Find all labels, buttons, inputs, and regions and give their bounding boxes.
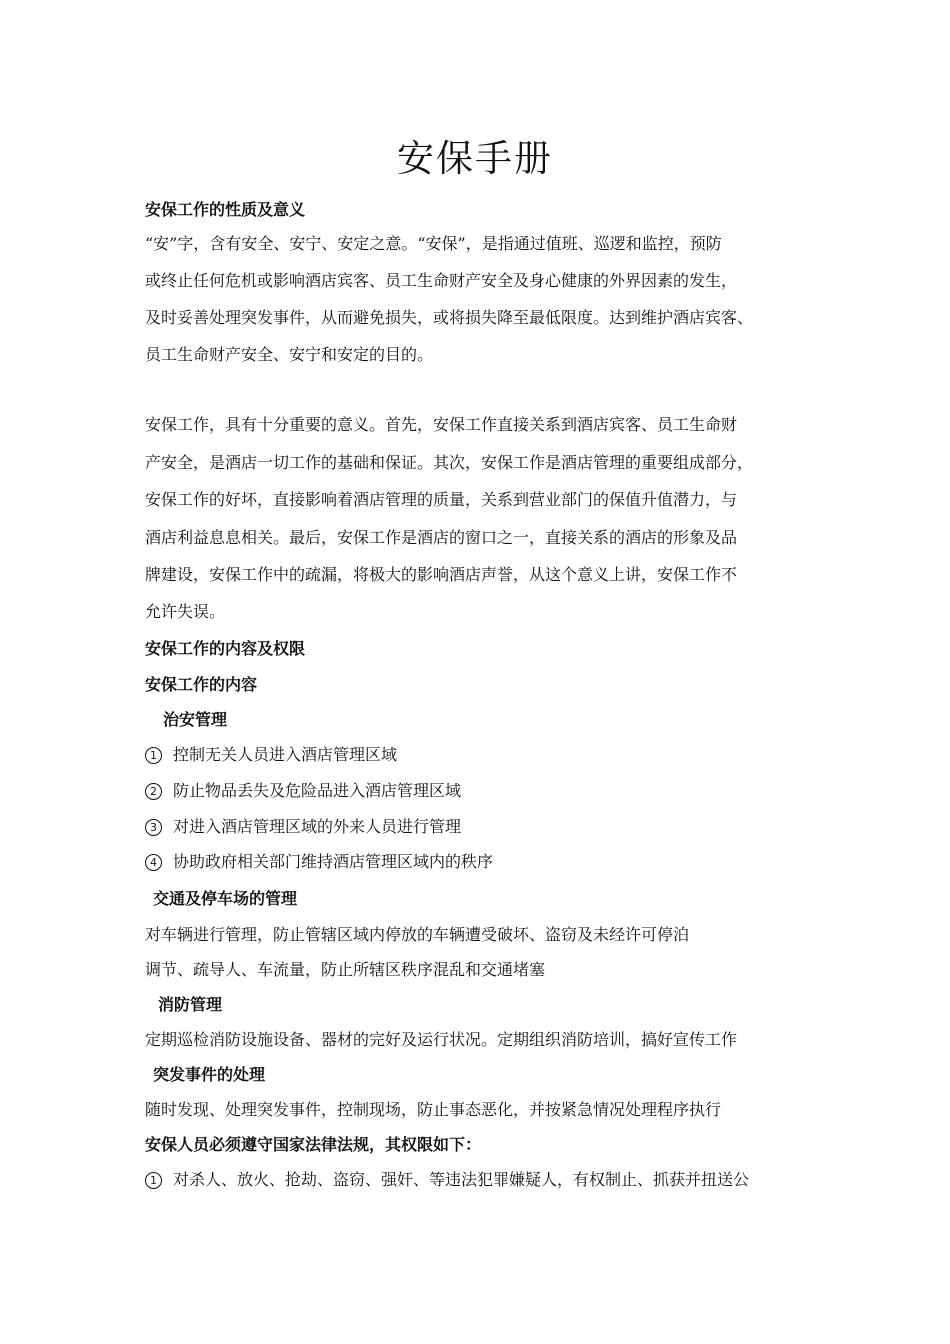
list-item-text: 防止物品丢失及危险品进入酒店管理区域 [173, 781, 462, 800]
list-item [145, 744, 845, 766]
paragraph-line: 允许失误。 [145, 602, 226, 621]
list-item-text: 对进入酒店管理区域的外来人员进行管理 [173, 817, 462, 836]
list-item [145, 816, 845, 838]
paragraph-line: 对车辆进行管理，防止管辖区域内停放的车辆遭受破坏、盗窃及未经许可停泊 [145, 925, 690, 944]
paragraph-line: “安”字，含有安全、安宁、安定之意。“安保”，是指通过值班、巡逻和监控，预防 [145, 234, 722, 253]
traffic-heading: 交通及停车场的管理 [153, 889, 298, 908]
paragraph-line: 产安全，是酒店一切工作的基础和保证。其次，安保工作是酒店管理的重要组成部分， [145, 453, 754, 472]
list-item-text: 对杀人、放火、抢劫、盗窃、强奸、等违法犯罪嫌疑人，有权制止、抓获并扭送公 [173, 1170, 750, 1189]
list-item [145, 851, 845, 873]
number-badge: 1 [145, 1172, 162, 1189]
paragraph-line: 定期巡检消防设施设备、器材的完好及运行状况。定期组织消防培训，搞好宣传工作 [145, 1030, 738, 1049]
security-heading: 治安管理 [163, 710, 228, 729]
paragraph-line: 或终止任何危机或影响酒店宾客、员工生命财产安全及身心健康的外界因素的发生， [145, 271, 738, 290]
number-badge: 4 [145, 854, 162, 871]
subsection-heading: 安保工作的内容 [145, 675, 258, 694]
paragraph-line: 安保工作，具有十分重要的意义。首先，安保工作直接关系到酒店宾客、员工生命财 [145, 415, 738, 434]
page-title: 安保手册 [397, 137, 553, 180]
paragraph-line: 酒店利益息息相关。最后，安保工作是酒店的窗口之一，直接关系的酒店的形象及品 [145, 528, 738, 547]
list-item [145, 780, 845, 802]
number-badge: 1 [145, 747, 162, 764]
paragraph-line: 调节、疏导人、车流量，防止所辖区秩序混乱和交通堵塞 [145, 960, 546, 979]
paragraph-line: 牌建设，安保工作中的疏漏，将极大的影响酒店声誉，从这个意义上讲，安保工作不 [145, 565, 738, 584]
fire-heading: 消防管理 [158, 995, 223, 1014]
paragraph-line: 及时妥善处理突发事件，从而避免损失，或将损失降至最低限度。达到维护酒店宾客、 [145, 308, 754, 327]
paragraph-line: 随时发现、处理突发事件，控制现场，防止事态恶化，并按紧急情况处理程序执行 [145, 1100, 722, 1119]
paragraph-line: 员工生命财产安全、安宁和安定的目的。 [145, 345, 434, 364]
emergency-heading: 突发事件的处理 [153, 1065, 266, 1084]
number-badge: 3 [145, 819, 162, 836]
section-heading-content: 安保工作的内容及权限 [145, 639, 306, 658]
number-badge: 2 [145, 783, 162, 800]
paragraph-line: 安保工作的好坏，直接影响着酒店管理的质量，关系到营业部门的保值升值潜力，与 [145, 490, 738, 509]
authority-heading: 安保人员必须遵守国家法律法规，其权限如下： [145, 1135, 482, 1154]
section-heading-nature: 安保工作的性质及意义 [145, 200, 306, 219]
list-item-text: 控制无关人员进入酒店管理区域 [173, 745, 398, 764]
list-item [145, 1169, 845, 1191]
list-item-text: 协助政府相关部门维持酒店管理区域内的秩序 [173, 852, 494, 871]
